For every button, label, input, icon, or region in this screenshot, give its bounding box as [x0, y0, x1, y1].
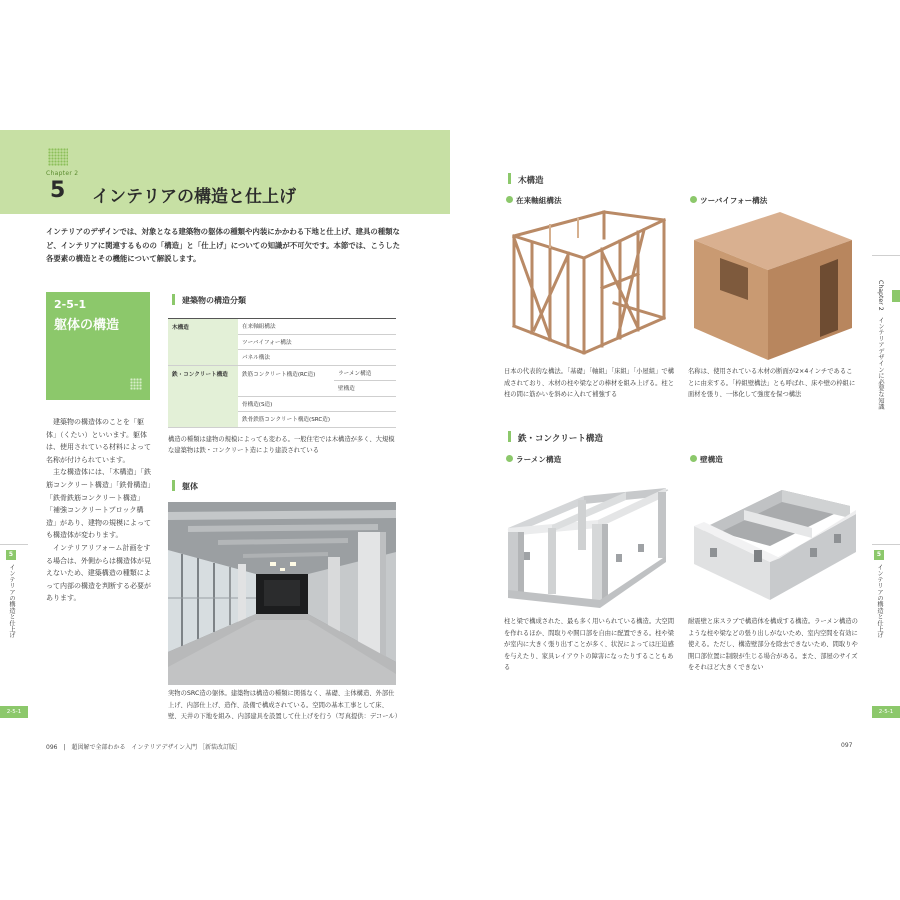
dot-grid-decoration — [48, 148, 68, 166]
heading-marker — [172, 294, 175, 305]
bullet-icon — [506, 455, 513, 462]
table-category-steel: 鉄・コンクリート構造 — [168, 365, 238, 427]
body-paragraph-1: 建築物の構造体のことを「躯体」（くたい）といいます。躯体は、使用されている材料によって名称が付けられています。 — [46, 418, 151, 464]
bullet-icon — [690, 455, 697, 462]
side-tab-divider — [872, 255, 900, 256]
table-cell: 鉄骨鉄筋コンクリート構造(SRC造) — [238, 412, 396, 428]
conventional-desc: 日本の代表的な構法。「基礎」「軸組」「床組」「小屋組」で構成されており、木材の柱や梁などの棒材を組み上げる。柱と柱の間に筋かいを斜めに入れて補強する — [504, 368, 675, 399]
intro-paragraph: インテリアのデザインでは、対象となる建築物の躯体の種類や内装にかかわる下地と仕上げ、建具の種類など、インテリアに関連するものの「構造」と「仕上げ」についての知識が不可欠です。本節では、こうした各要素の構造とその機能について解説します。 — [46, 227, 401, 263]
wall-structure-title: 壁構造 — [700, 455, 723, 464]
table-cell: 鉄筋コンクリート構造(RC造) — [238, 365, 334, 396]
timber-frame-illustration — [504, 208, 674, 362]
wall-structure-illustration — [690, 470, 860, 614]
rc-heading: 鉄・コンクリート構造 — [518, 434, 603, 444]
page-title: インテリアの構造と仕上げ — [92, 187, 296, 207]
table-cell: パネル構法 — [238, 350, 396, 366]
side-tab-number: 5 — [6, 550, 16, 560]
side-tab-text: インテリアの構造と仕上げ — [876, 564, 883, 639]
heading-marker — [508, 431, 511, 442]
rahmen-title: ラーメン構造 — [516, 455, 562, 464]
table-row — [168, 319, 396, 335]
conventional-title: 在来軸組構法 — [516, 196, 562, 205]
side-sub-tag: 2-5-1 — [872, 706, 900, 718]
twobyfour-desc: 名称は、使用されている木材の断面が2×4インチであることに由来する。「枠組壁構法」とも呼ばれ、床や壁の枠組に面材を張り、一体化して強度を保つ構法 — [688, 368, 856, 399]
table-cell: ラーメン構造 — [334, 365, 396, 381]
table-note: 構造の種類は建物の規模によっても変わる。一般住宅では木構造が多く、大規模な建築物は鉄・コンクリート造により建設されている — [168, 436, 395, 454]
twobyfour-title: ツーバイフォー構法 — [700, 196, 768, 205]
chapter-section-number: 5 — [50, 178, 66, 203]
rahmen-desc: 柱と梁で構成された、最も多く用いられている構造。大空間を作れるほか、間取りや開口部を自由に配置できる。柱や梁が室内に大きく張り出すことが多く、状況によっては圧迫感を与えたり、家具レイアウトの障害になったりすることもある — [504, 618, 675, 672]
classification-heading: 建築物の構造分類 — [182, 296, 246, 305]
bullet-icon — [690, 196, 697, 203]
twobyfour-illustration — [690, 210, 855, 364]
wood-heading: 木構造 — [518, 176, 544, 186]
chapter-side-text: Chapter 2 インテリアデザインに必要な知識 — [877, 280, 884, 410]
section-title: 躯体の構造 — [54, 318, 120, 333]
table-cell: 壁構造 — [334, 381, 396, 397]
table-category-wood: 木構造 — [168, 319, 238, 366]
side-tab-divider — [0, 544, 28, 545]
table-row — [168, 365, 396, 381]
section-number: 2-5-1 — [54, 298, 87, 311]
building-frame-photo — [168, 502, 396, 685]
table-cell: 骨構造(S造) — [238, 396, 396, 412]
frame-heading: 躯体 — [182, 482, 198, 491]
side-tab-number: 5 — [874, 550, 884, 560]
wall-structure-desc: 耐震壁と床スラブで構造体を構成する構造。ラーメン構造のような柱や梁などの張り出しがないため、室内空間を有効に使える。ただし、構造壁部分を除去できないため、間取りや開口部位置に制限が生じる場合がある。また、部屋のサイズをそれほど大きくできない — [688, 618, 858, 672]
rahmen-structure-illustration — [504, 470, 674, 614]
chapter-tab-marker — [892, 290, 900, 302]
classification-table — [168, 318, 396, 428]
body-paragraph-2: 主な構造体には、「木構造」「鉄筋コンクリート構造」「鉄骨構造」「鉄骨鉄筋コンクリート構造」「補強コンクリートブロック構造」があり、建物の規模によっても構造体が変わります。 — [46, 468, 151, 540]
bullet-icon — [506, 196, 513, 203]
heading-marker — [172, 480, 175, 491]
side-sub-tag: 2-5-1 — [0, 706, 28, 718]
footer-page-number: 097 — [841, 742, 853, 749]
heading-marker — [508, 173, 511, 184]
photo-caption: 実物のSRC造の躯体。建築物は構造の種類に関係なく、基礎、主体構造、外部仕上げ、内部仕上げ、造作、設備で構成されている。空間の基本工事として床、壁、天井の下地を組み、内部建具を設置して仕上げを行う（写真提供：デコール） — [168, 690, 401, 721]
table-cell: 在来軸組構法 — [238, 319, 396, 335]
table-cell: ツーバイフォー構法 — [238, 334, 396, 350]
dot-grid-decoration — [130, 378, 142, 390]
section-body-text — [46, 416, 152, 605]
chapter-label: Chapter 2 — [46, 170, 79, 177]
body-paragraph-3: インテリアリフォーム計画をする場合は、外側からは構造体が見えないため、建築構造の種類によって内部の構造を判断する必要があります。 — [46, 543, 151, 603]
side-tab-divider — [872, 544, 900, 545]
side-tab-text: インテリアの構造と仕上げ — [8, 564, 15, 639]
footer-left: 096 | 超図解で全部わかる インテリアデザイン入門 ［新装改訂版］ — [46, 744, 241, 751]
